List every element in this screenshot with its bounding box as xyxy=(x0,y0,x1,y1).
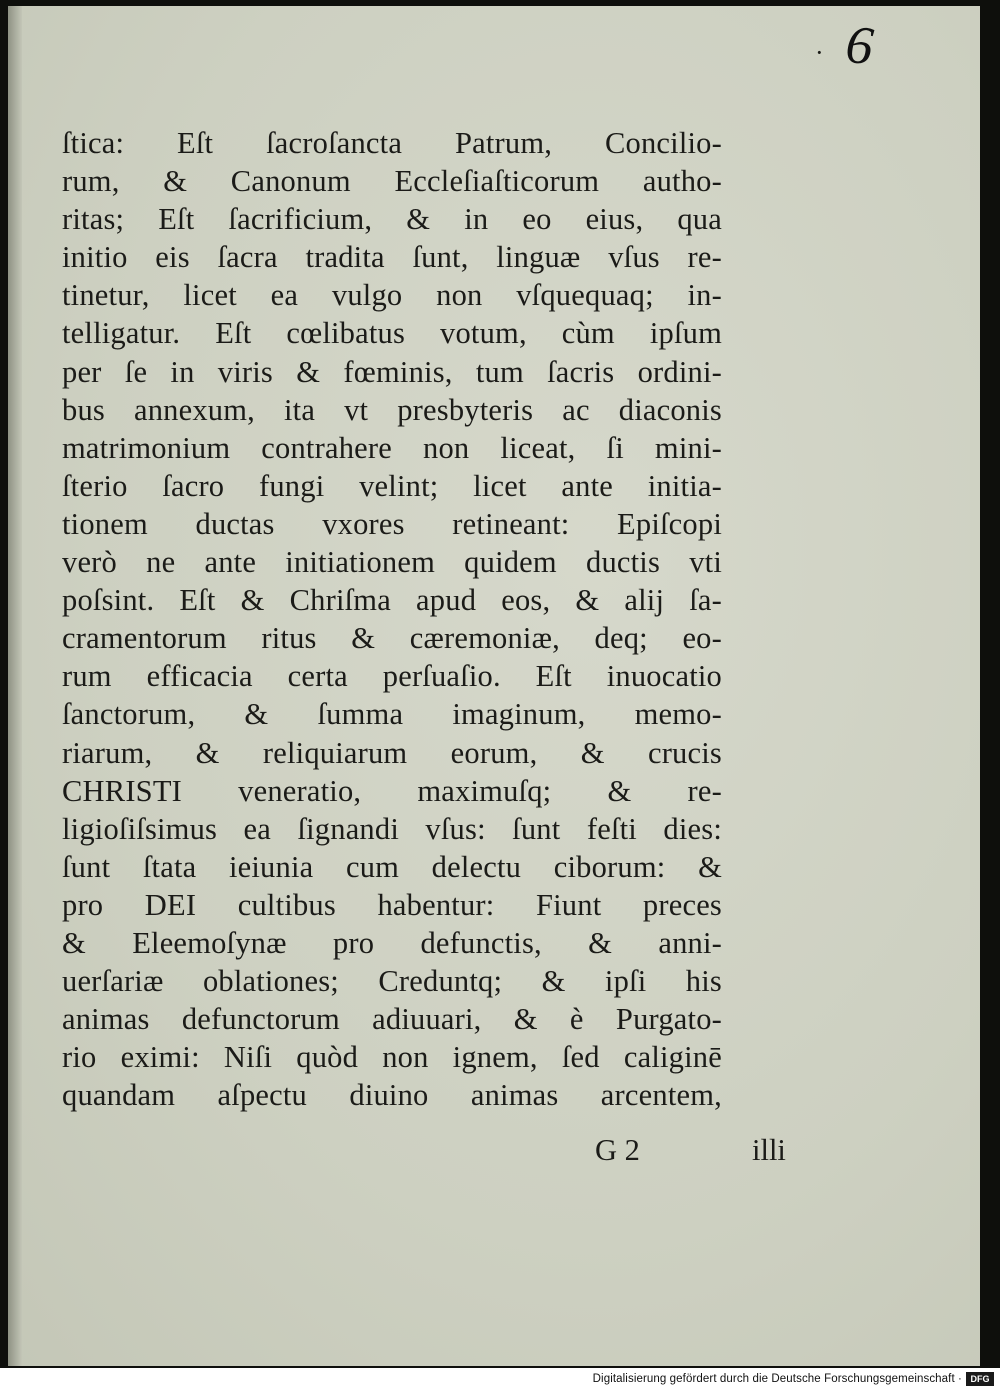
text-line: quandam aſpectu diuino animas arcentem, xyxy=(62,1078,722,1113)
text-line: riarum, & reliquiarum eorum, & crucis xyxy=(62,735,722,770)
text-line: ſunt ſtata ieiunia cum delectu ciborum: & xyxy=(62,849,722,884)
text-line: ligioſiſsimus ea ſignandi vſus: ſunt feſti dies: xyxy=(62,811,722,846)
funding-notice: Digitalisierung gefördert durch die Deutsche Forschungsgemeinschaft · xyxy=(592,1373,962,1385)
page-foot-line xyxy=(62,1130,786,1170)
text-line: & Eleemoſynæ pro defunctis, & anni- xyxy=(62,925,722,960)
dfg-logo-icon: DFG xyxy=(966,1372,994,1386)
text-line: initio eis ſacra tradita ſunt, linguæ vſus re- xyxy=(62,240,722,275)
text-line: verò ne ante initiationem quidem ductis vti xyxy=(62,545,722,580)
page-gutter-shadow xyxy=(8,6,22,1366)
text-line: tinetur, licet ea vulgo non vſquequaq; in- xyxy=(62,278,722,313)
text-line: uerſariæ oblationes; Creduntq; & ipſi his xyxy=(62,964,722,999)
text-line: ritas; Eſt ſacrificium, & in eo eius, qua xyxy=(62,202,722,237)
handwritten-folio-number: 6 xyxy=(842,13,877,77)
catchword: illi xyxy=(752,1133,786,1167)
text-line: bus annexum, ita vt presbyteris ac diaconis xyxy=(62,392,722,427)
text-line: matrimonium contrahere non liceat, ſi mini- xyxy=(62,430,722,465)
text-line: cramentorum ritus & cæremoniæ, deq; eo- xyxy=(62,621,722,656)
body-text xyxy=(62,124,722,1114)
text-line: rio eximi: Niſi quòd non ignem, ſed caliginē xyxy=(62,1040,722,1075)
text-line: pro DEI cultibus habentur: Fiunt preces xyxy=(62,887,722,922)
text-line: tionem ductas vxores retineant: Epiſcopi xyxy=(62,506,722,541)
text-line: ſanctorum, & ſumma imaginum, memo- xyxy=(62,697,722,732)
text-line: poſsint. Eſt & Chriſma apud eos, & alij ſa- xyxy=(62,583,722,618)
signature-mark: G 2 xyxy=(595,1133,640,1167)
text-line: per ſe in viris & fœminis, tum ſacris ordini- xyxy=(62,354,722,389)
text-line: ſterio ſacro fungi velint; licet ante initia- xyxy=(62,468,722,503)
text-line: telligatur. Eſt cœlibatus votum, cùm ipſum xyxy=(62,316,722,351)
folio-dot: · xyxy=(815,38,824,67)
text-line: animas defunctorum adiuuari, & è Purgato- xyxy=(62,1002,722,1037)
text-line: CHRISTI veneratio, maximuſq; & re- xyxy=(62,773,722,808)
text-line: rum efficacia certa perſuaſio. Eſt inuocatio xyxy=(62,659,722,694)
text-line: ſtica: Eſt ſacroſancta Patrum, Concilio- xyxy=(62,126,722,160)
text-line: rum, & Canonum Eccleſiaſticorum autho- xyxy=(62,164,722,199)
